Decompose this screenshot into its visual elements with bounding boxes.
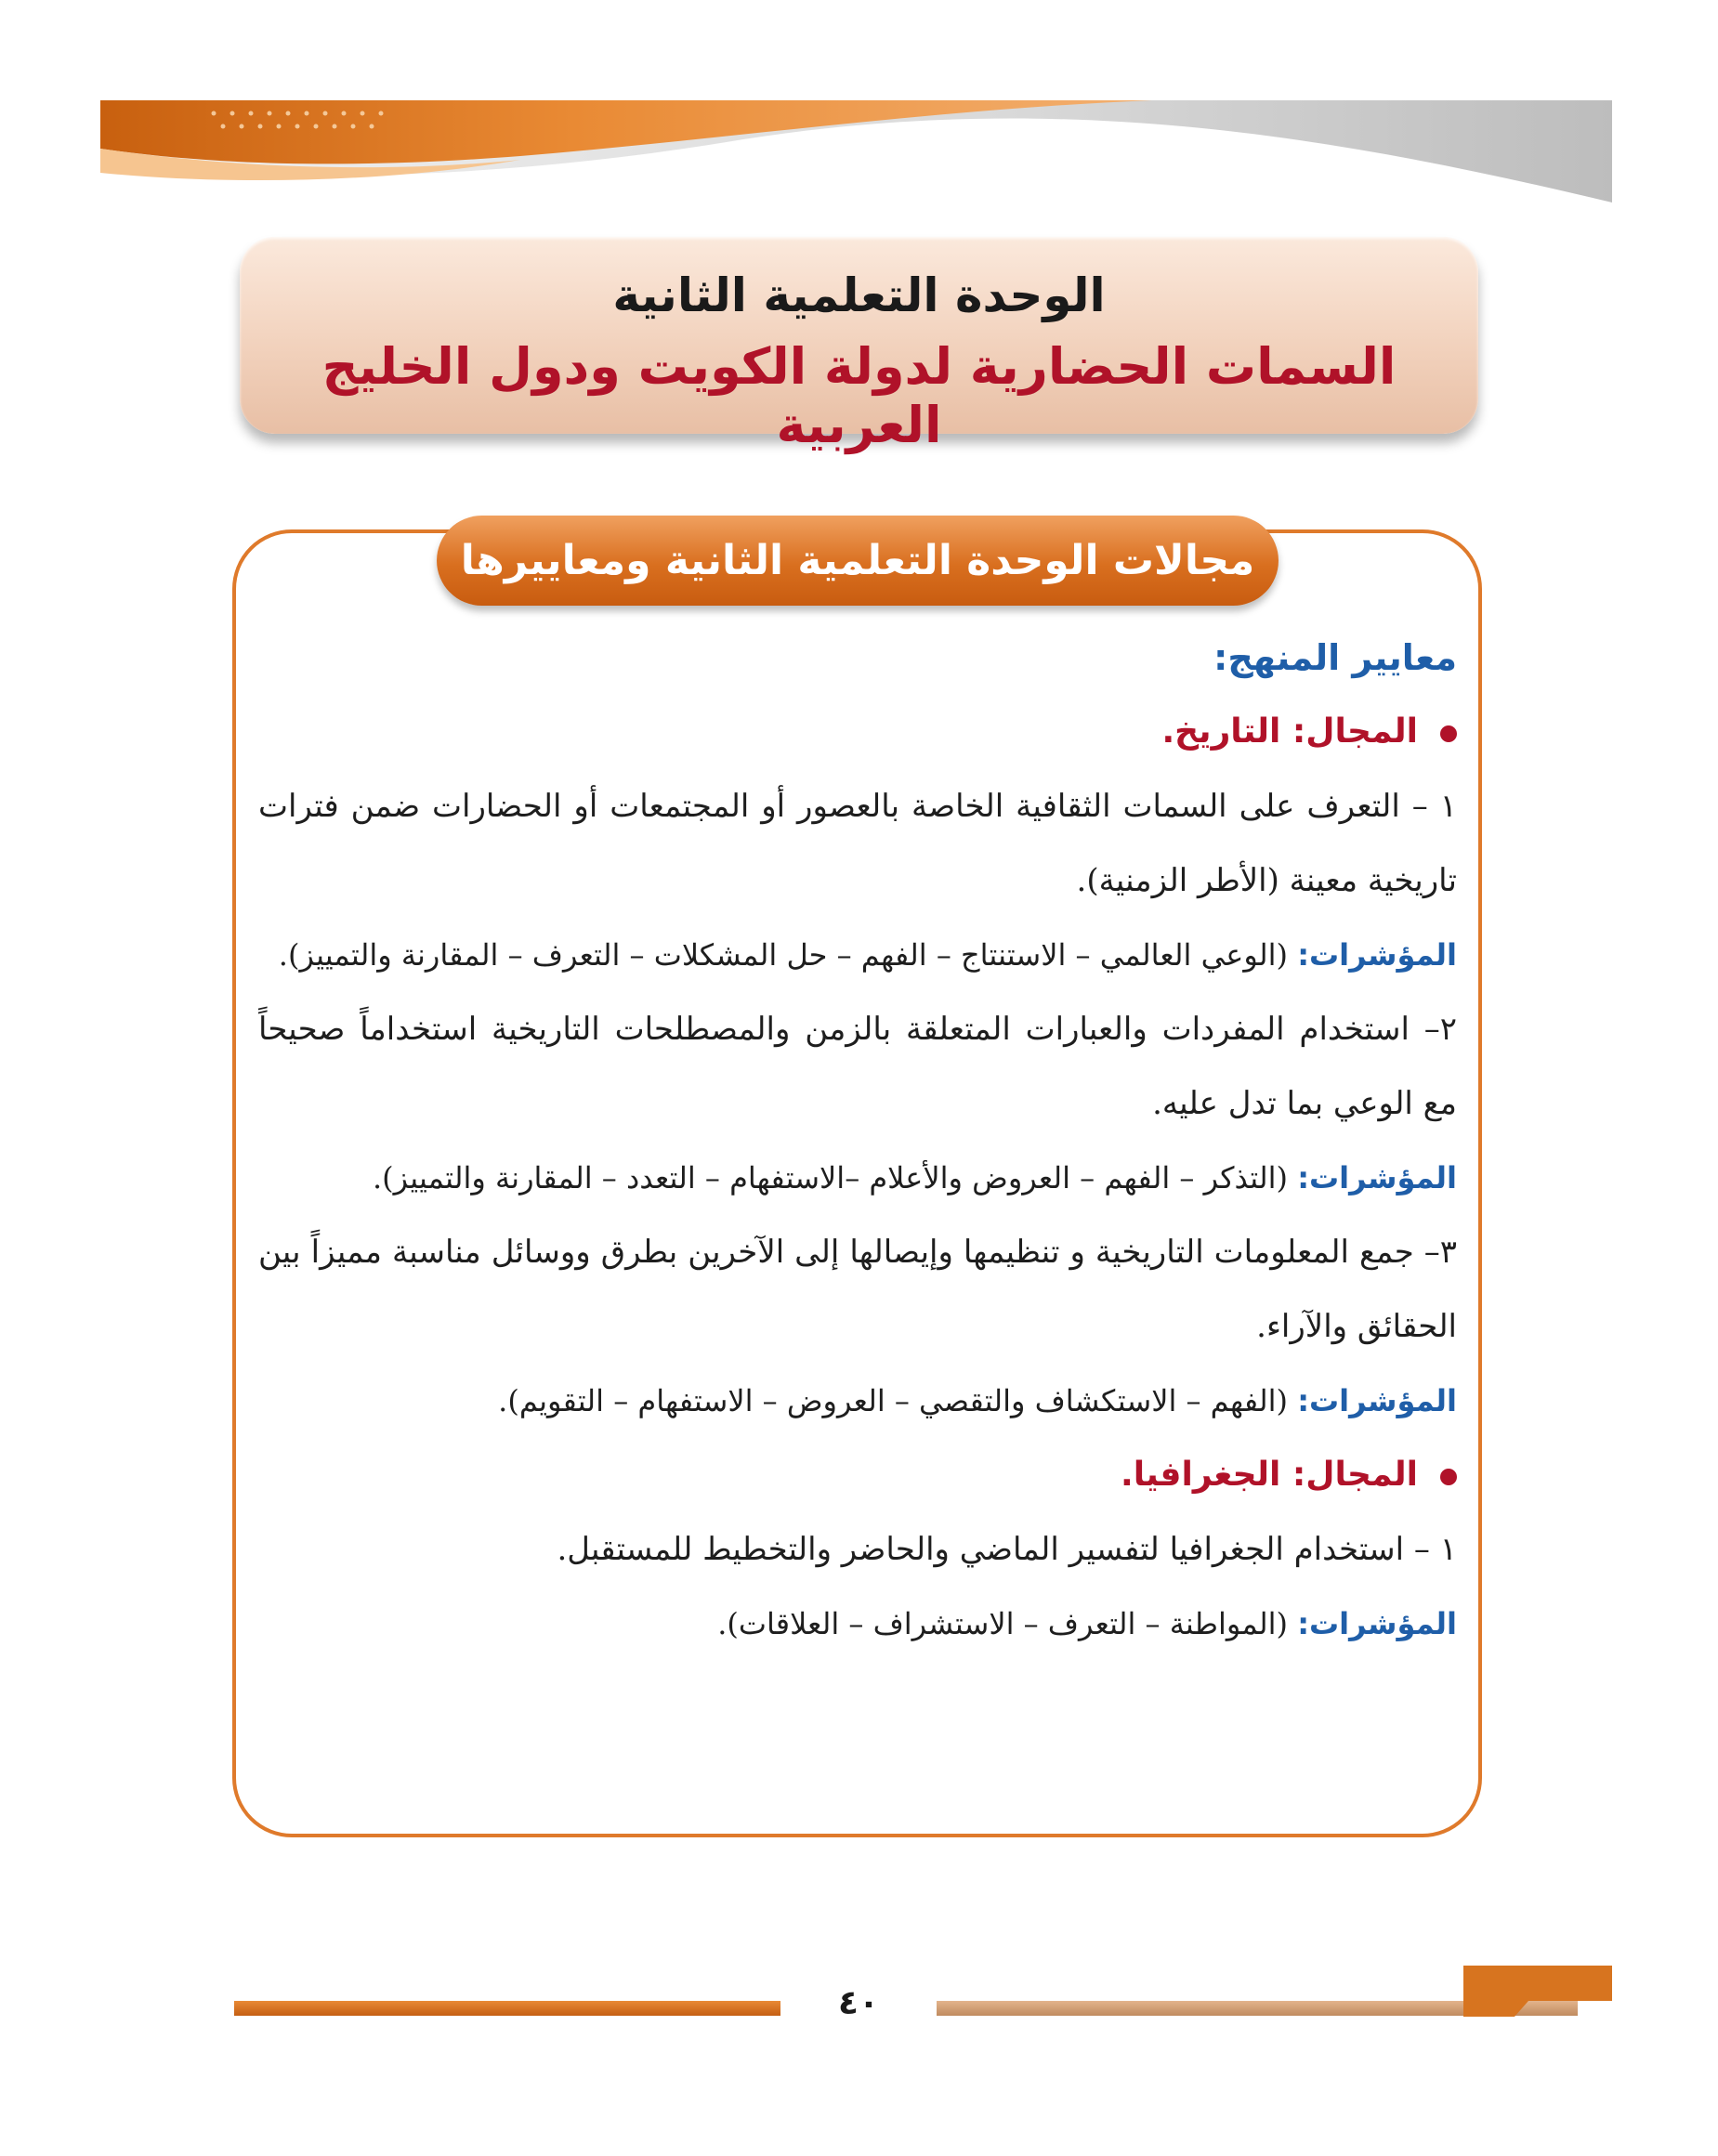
bullet-icon — [1440, 725, 1457, 742]
domain-heading-history: المجال: التاريخ. — [258, 695, 1457, 769]
footer-bar-left — [234, 2001, 780, 2016]
standard-text: ١ – التعرف على السمات الثقافية الخاصة بالعصور أو المجتمعات أو الحضارات ضمن فترات تاريخية معينة (الأطر الزمنية). — [258, 788, 1457, 899]
standards-content — [258, 621, 1457, 1819]
standard-text: ٢– استخدام المفردات والعبارات المتعلقة بالزمن والمصطلحات التاريخية استخداماً صحيحاً مع الوعي بما تدل عليه. — [258, 1011, 1457, 1122]
standard-text: ١ – استخدام الجغرافيا لتفسير الماضي والحاضر والتخطيط للمستقبل. — [557, 1531, 1457, 1568]
unit-title-box — [240, 237, 1478, 454]
bullet-icon — [1440, 1469, 1457, 1485]
indicators-line — [258, 918, 1457, 992]
page-number: ٤٠ — [838, 1984, 879, 2022]
indicators-line — [258, 1364, 1457, 1438]
indicators-text: (المواطنة – التعرف – الاستشراف – العلاقات). — [717, 1606, 1289, 1641]
indicators-line — [258, 1587, 1457, 1661]
unit-label: الوحدة التعلمية الثانية — [612, 268, 1106, 322]
indicators-text: (الوعي العالمي – الاستنتاج – الفهم – حل المشكلات – التعرف – المقارنة والتمييز). — [278, 937, 1289, 973]
footer-corner-tab — [1463, 1966, 1612, 2017]
header-wave-decoration — [0, 0, 1718, 214]
unit-title: السمات الحضارية لدولة الكويت ودول الخليج العربية — [321, 337, 1397, 454]
curriculum-standards-heading: معايير المنهج: — [1213, 637, 1457, 678]
domain-heading-geography: المجال: الجغرافيا. — [258, 1438, 1457, 1512]
indicators-text: (الفهم – الاستكشاف والتقصي – العروض – الاستفهام – التقويم). — [498, 1383, 1289, 1418]
indicators-text: (التذكر – الفهم – العروض والأعلام –الاستفهام – التعدد – المقارنة والتمييز). — [372, 1160, 1289, 1196]
indicators-line — [258, 1141, 1457, 1215]
indicators-label: المؤشرات: — [1297, 1160, 1457, 1196]
standard-text: ٣– جمع المعلومات التاريخية و تنظيمها وإيصالها إلى الآخرين بطرق ووسائل مناسبة مميزاً بين الحقائق والآراء. — [258, 1234, 1457, 1345]
indicators-label: المؤشرات: — [1297, 1383, 1457, 1418]
indicators-label: المؤشرات: — [1297, 1606, 1457, 1641]
domains-tab-heading: مجالات الوحدة التعلمية الثانية ومعاييرها — [437, 516, 1279, 606]
indicators-label: المؤشرات: — [1297, 937, 1457, 973]
